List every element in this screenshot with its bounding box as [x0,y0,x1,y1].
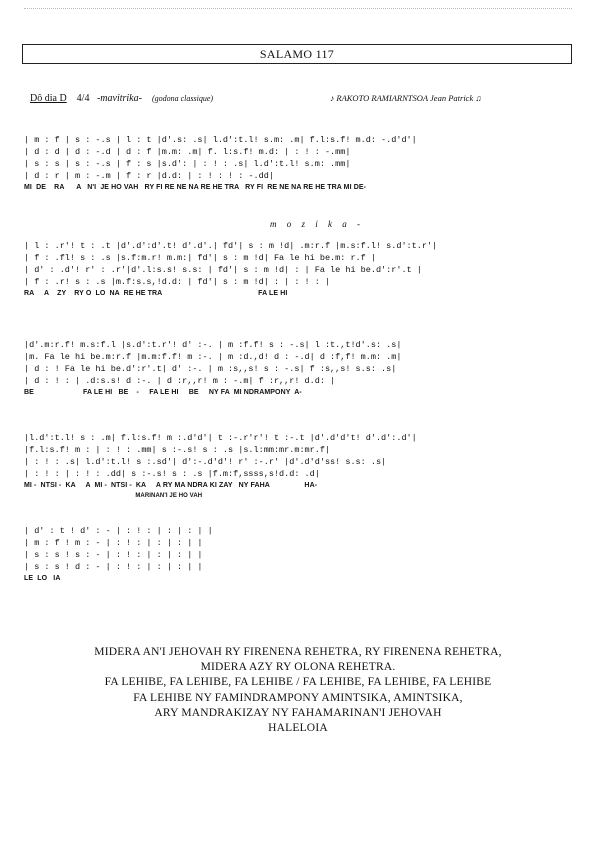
system-lyrics: BE FA LE HI BE - FA LE HI BE NY FA MI NDRAMPONY A- [24,389,302,396]
voice-tenor: | d : ! Fa le hi be.d':r'.t| d' :-. | m :s,,s! s : -.s| f :s,,s! s.s: .s| [24,364,397,374]
voice-alto: | m : f ! m : - | : ! : | : | : | | [24,538,203,548]
voice-soprano: | d' : t ! d' : - | : ! : | : | : | | [24,526,213,536]
header-info [30,93,213,104]
music-system-3 [24,339,572,398]
system-lyrics: MI - NTSI - KA A MI - NTSI - KA A RY MA NDRA KI ZAY NY FAHA HA- [24,482,318,489]
composer-credit: ♪ RAKOTO RAMIARNTSOA Jean Patrick ♫ [330,93,482,103]
voice-soprano: |d'.m:r.f! m.s:f.l |s.d':t.r'! d' :-. | m :f.f! s : -.s| l :t.,t!d'.s: .s| [24,340,402,350]
lyrics-text-block [40,645,556,736]
voice-soprano: | l : .r'! t : .t |d'.d':d'.t! d'.d'.| fd'| s : m !d| .m:r.f |m.s:f.l! s.d':t.r'| [24,241,438,251]
voice-soprano: |l.d':t.l! s : .m| f.l:s.f! m :.d'd'| t :-.r'r'! t :-.t |d'.d'd't! d'.d':.d'| [24,433,417,443]
voice-soprano: | m : f | s : -.s | l : t |d'.s: .s| l.d':t.l! s.m: .m| f.l:s.f! m.d: -.d'd'| [24,135,417,145]
music-system-5 [24,525,572,584]
voice-bass: | : ! : | : ! : .dd| s :-.s! s : .s |f.m:f,ssss,s!d.d: .d| [24,469,320,479]
time-signature: 4/4 [76,93,90,104]
voice-tenor: | s : s ! s : - | : ! : | : | : | | [24,550,203,560]
tempo-style: -mavitrika- [96,93,142,104]
lyrics-line: HALELOIA [268,722,328,735]
lyrics-line: MIDERA AN'I JEHOVAH RY FIRENENA REHETRA, RY FIRENENA REHETRA, [94,646,502,658]
voice-tenor: | s : s | s : -.s | f : s |s.d': | : ! : .s| l.d':t.l! s.m: .mm| [24,159,351,169]
music-system-1 [24,134,572,193]
system-lyrics: MI DE RA A N'I JE HO VAH RY FI RE NE NA RE HE TRA RY FI RE NE NA RE HE TRA MI DE- [24,184,367,191]
music-system-2 [24,240,572,299]
lyrics-line: FA LEHIBE, FA LEHIBE, FA LEHIBE / FA LEHIBE, FA LEHIBE, FA LEHIBE [104,676,492,689]
voice-bass: | d : r | m : -.m | f : r |d.d: | : ! : ! : -.dd| [24,171,274,181]
style-note: (godona classique) [151,94,214,103]
top-dotted-rule [24,8,572,9]
section-label: m o z i k a - [270,219,364,229]
page-title: SALAMO 117 [22,44,572,64]
voice-bass: | s : s ! d : - | : ! : | : | : | | [24,562,203,572]
system-lyrics-secondary: MARINAN'I JE HO VAH [24,493,203,499]
voice-alto: |f.l:s.f! m : | : ! : .mm| s :-.s! s : .s |s.l:mm:mr.m:mr.f| [24,445,331,455]
system-lyrics: RA A ZY RY O LO NA RE HE TRA FA LE HI [24,290,288,297]
lyrics-line: FA LEHIBE NY FAMINDRAMPONY AMINTSIKA, AMINTSIKA, [133,691,463,704]
lyrics-line: MIDERA AZY RY OLONA REHETRA. [200,661,396,674]
voice-bass: | d : ! : | .d:s.s! d :-. | d :r,,r! m : -.m| f :r,,r! d.d: | [24,376,336,386]
voice-bass: | f : .r! s : .s |m.f:s.s,!d.d: | fd'| s : m !d| : | : ! : | [24,277,331,287]
voice-alto: | f : .fl! s : .s |s.f:m.r! m.m:| fd'| s : m !d| Fa le hi be.m: r.f | [24,253,376,263]
music-system-4 [24,432,572,502]
lyrics-line: ARY MANDRAKIZAY NY FAHAMARINAN'I JEHOVAH [154,706,442,719]
voice-alto: |m. Fa le hi be.m:r.f |m.m:f.f! m :-. | m :d.,d! d : -.d| d :f,f! m.m: .m| [24,352,402,362]
voice-tenor: | d' : .d'! r' : .r'|d'.l:s.s! s.s: | fd'| s : m !d| : | Fa le hi be.d':r'.t | [24,265,422,275]
key-signature: Dô dia D [30,93,67,104]
voice-tenor: | : ! : .s| l.d':t.l! s :.sd'| d':-.d'd'! r' :-.r' |d'.d'd'ss! s.s: .s| [24,457,387,467]
system-lyrics: LE LO IA [24,575,61,582]
voice-alto: | d : d | d : -.d | d : f |m.m: .m| f. l:s.f! m.d: | : ! : -.mm| [24,147,351,157]
